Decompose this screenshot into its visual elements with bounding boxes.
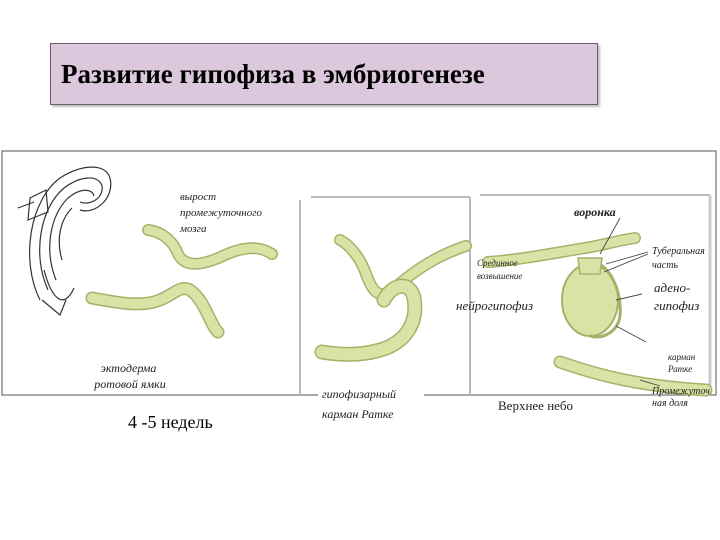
label-funnel: воронка bbox=[574, 205, 616, 219]
label-tuberal: Туберальная часть bbox=[652, 246, 705, 271]
panel3-stalk bbox=[578, 258, 602, 274]
label-adenohypophysis: адено- гипофиз bbox=[654, 280, 700, 313]
age-caption: 4 -5 недель bbox=[128, 412, 213, 432]
label-pouch: гипофизарный карман Ратке bbox=[322, 387, 396, 421]
slide-title: Развитие гипофиза в эмбриогенезе bbox=[61, 58, 485, 89]
label-neurohypophysis: нейрогипофиз bbox=[456, 298, 534, 313]
label-intermediate-lobe: Промежуточ ная доля bbox=[652, 386, 710, 409]
title-box bbox=[50, 43, 598, 105]
embryology-figure bbox=[0, 150, 720, 421]
label-outgrowth: вырост промежуточного мозга bbox=[180, 191, 262, 235]
label-ectoderm: эктодерма ротовой ямки bbox=[94, 361, 166, 391]
label-median-eminence: Срединное возвышение bbox=[477, 258, 523, 281]
label-rathke-pocket: карман Ратке bbox=[668, 352, 696, 374]
figure-svg bbox=[0, 150, 720, 421]
label-palate: Верхнее небо bbox=[498, 398, 574, 413]
